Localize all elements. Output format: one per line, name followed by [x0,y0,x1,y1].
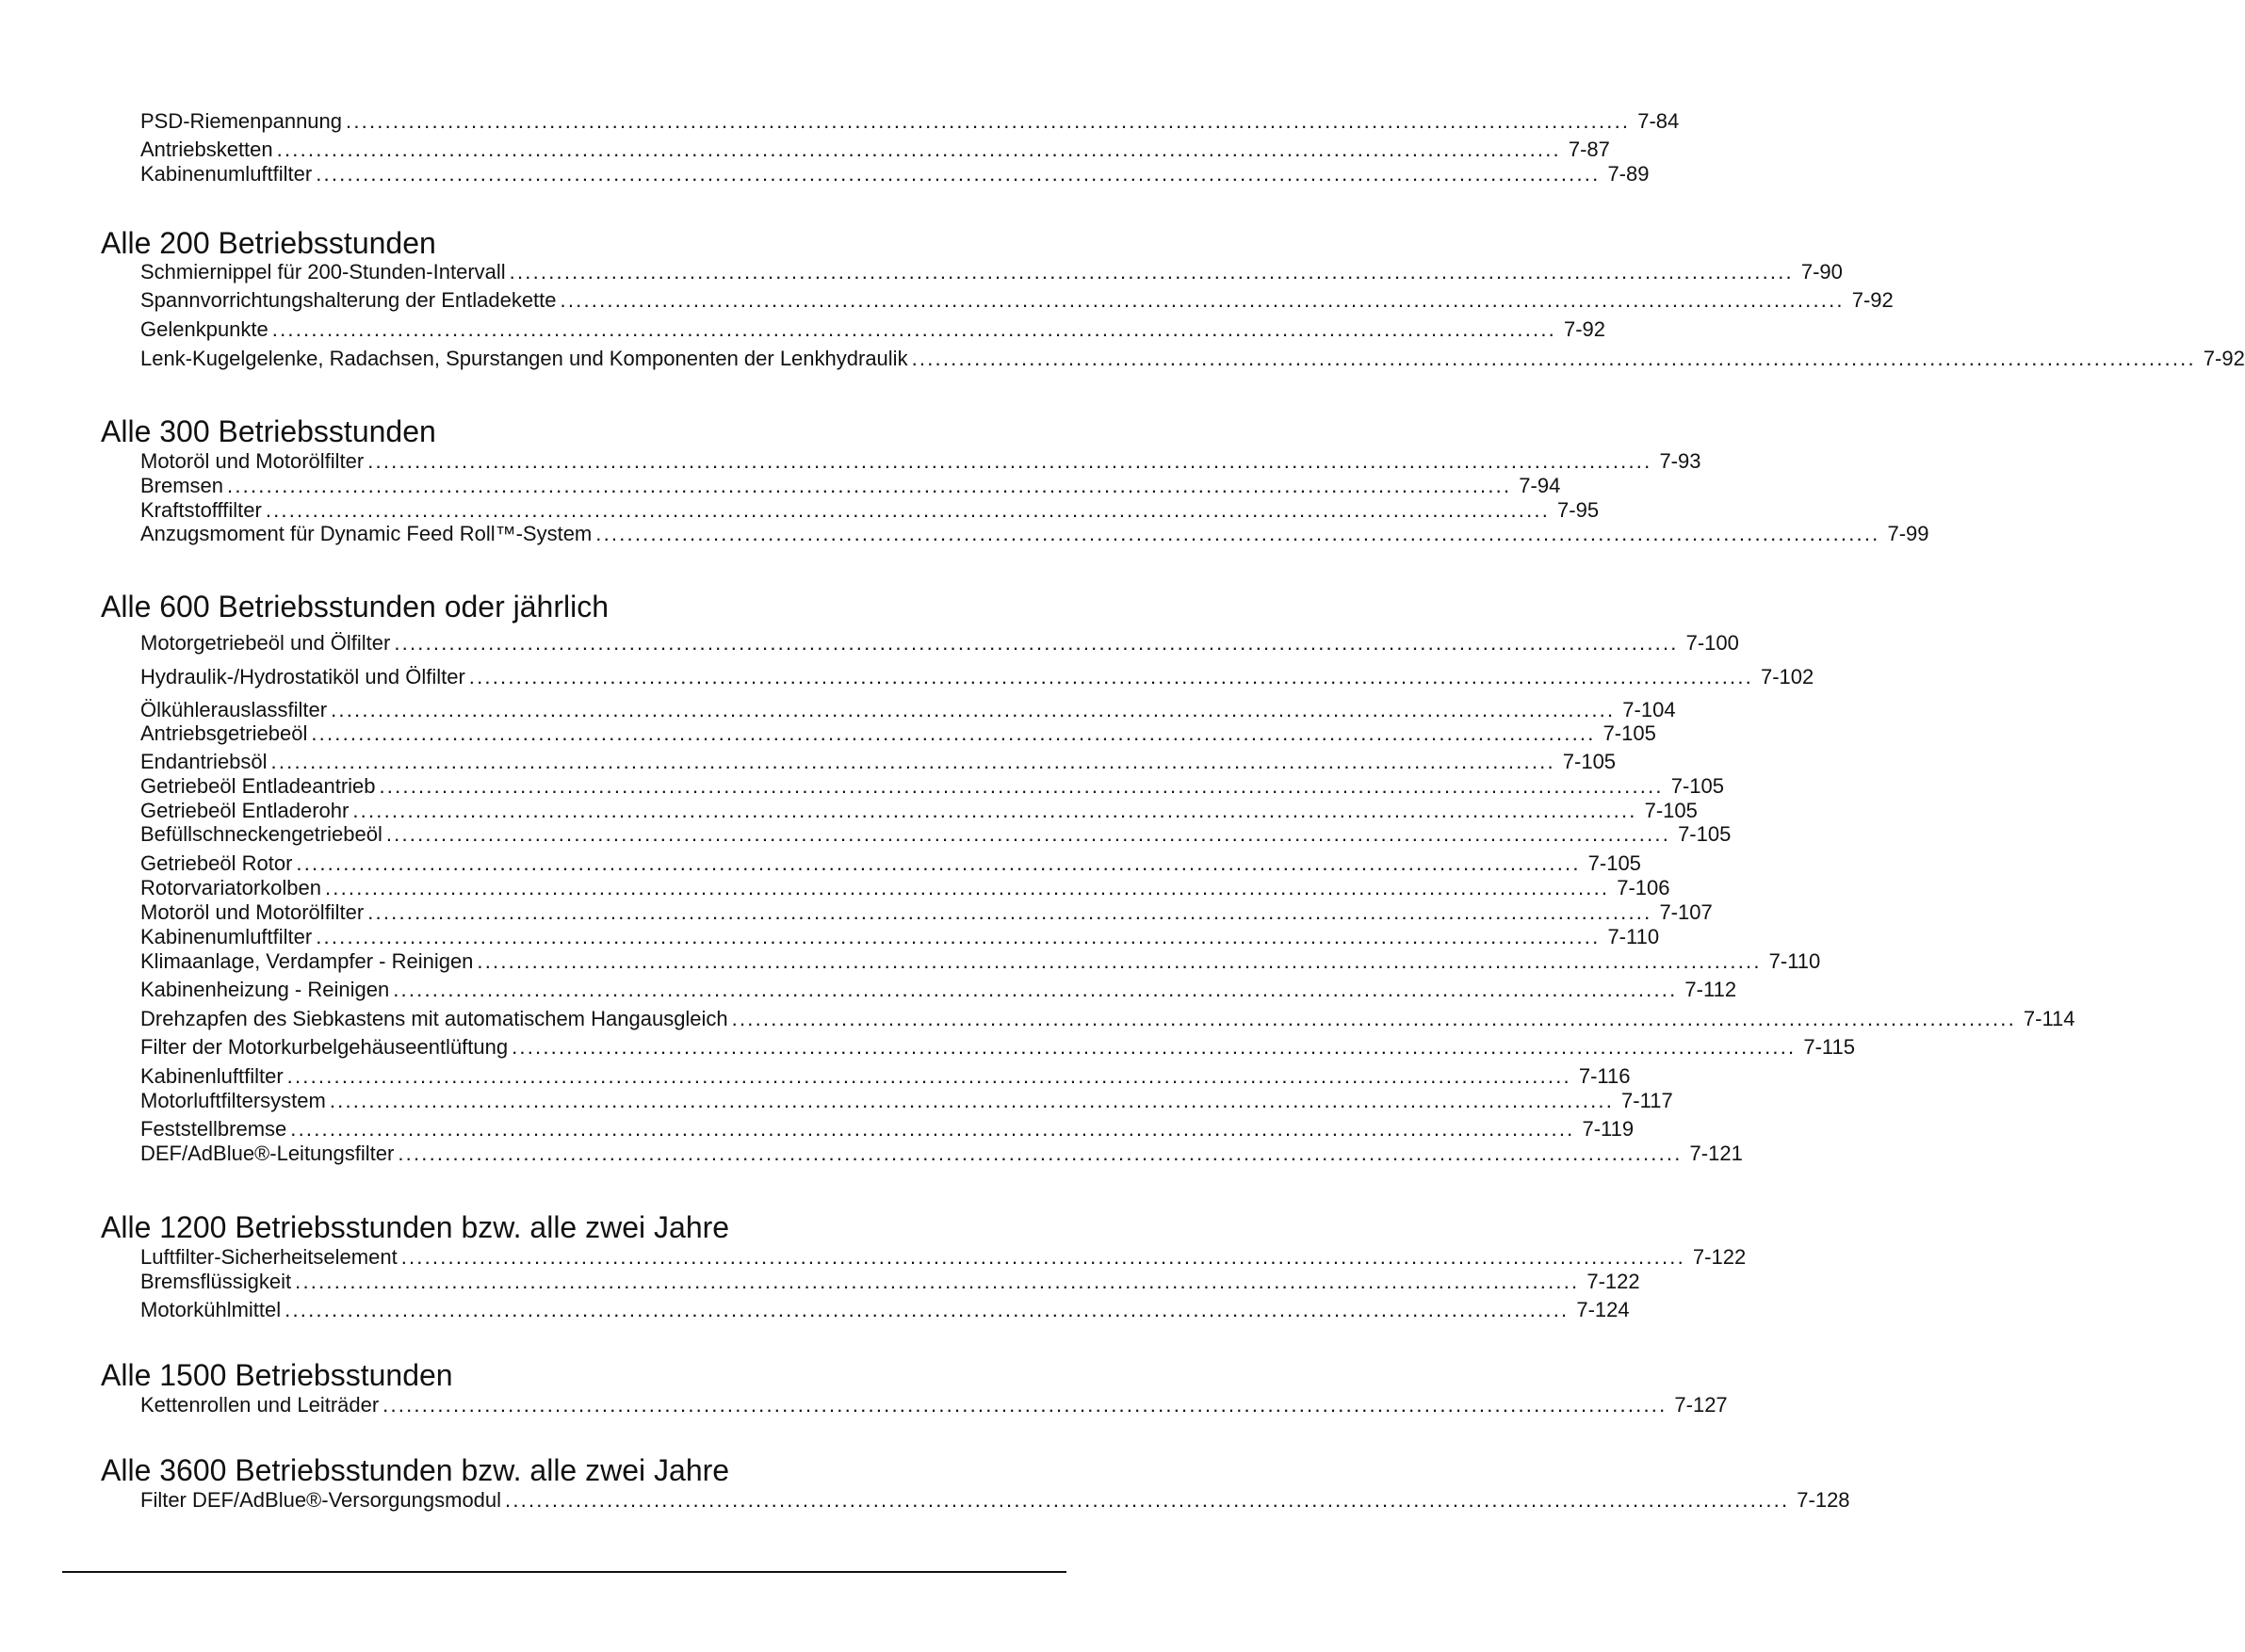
toc-entry-page: 7-121 [1689,1142,1743,1165]
dot-leader: .................................................................................................................................................................... [311,721,1596,745]
dot-leader: .................................................................................................................................................................... [379,774,1664,798]
dot-leader: .................................................................................................................................................................... [316,162,1601,186]
toc-entry[interactable] [140,665,1814,689]
dot-leader: .................................................................................................................................................................... [276,138,1561,161]
toc-entry-label: Feststellbremse [140,1117,287,1141]
toc-entry-page: 7-105 [1587,851,1641,875]
toc-entry-page: 7-114 [2023,1007,2075,1030]
toc-entry-label: Befüllschneckengetriebeöl [140,822,382,846]
toc-entry[interactable] [140,876,1670,900]
dot-leader: .................................................................................................................................................................... [296,851,1581,875]
toc-entry[interactable] [140,822,1732,847]
dot-leader: .................................................................................................................................................................... [468,665,1753,688]
toc-entry[interactable] [140,1393,1728,1417]
toc-entry[interactable] [140,698,1676,722]
toc-entry-label: Kabinenumluftfilter [140,925,313,948]
dot-leader: .................................................................................................................................................................... [509,260,1794,283]
toc-entry[interactable] [140,317,1606,342]
toc-entry-label: Kabinenluftfilter [140,1064,284,1088]
toc-entry[interactable] [140,162,1650,186]
toc-entry-page: 7-104 [1622,698,1676,721]
toc-entry-label: Schmiernippel für 200-Stunden-Intervall [140,260,506,283]
toc-entry-label: Ölkühlerauslassfilter [140,698,328,721]
toc-entry-label: Kabinenheizung - Reinigen [140,978,390,1001]
toc-entry[interactable] [140,260,1843,284]
toc-entry-label: Klimaanlage, Verdampfer - Reinigen [140,949,474,973]
toc-entry-page: 7-116 [1578,1064,1631,1088]
toc-entry[interactable] [140,1270,1640,1294]
toc-entry-page: 7-93 [1659,449,1701,473]
toc-entry-page: 7-124 [1576,1298,1630,1321]
toc-entry-page: 7-95 [1557,498,1600,522]
toc-entry-page: 7-92 [1851,288,1894,312]
dot-leader: .................................................................................................................................................................... [290,1117,1575,1141]
dot-leader: .................................................................................................................................................................... [265,498,1551,522]
dot-leader: .................................................................................................................................................................... [316,925,1601,948]
toc-entry-label: Spannvorrichtungshalterung der Entladekette [140,288,557,312]
dot-leader: .................................................................................................................................................................... [385,822,1671,846]
toc-entry-page: 7-92 [2203,347,2245,370]
toc-entry-label: Motoröl und Motorölfilter [140,449,365,473]
toc-entry-label: Gelenkpunkte [140,317,268,341]
toc-entry[interactable] [140,138,1610,162]
toc-entry[interactable] [140,851,1641,876]
dot-leader: .................................................................................................................................................................... [346,109,1631,133]
toc-entry-label: Filter DEF/AdBlue®-Versorgungsmodul [140,1488,502,1512]
toc-entry[interactable] [140,522,1929,546]
dot-leader: .................................................................................................................................................................... [512,1035,1797,1059]
toc-entry-label: Antriebsketten [140,138,273,161]
dot-leader: .................................................................................................................................................................... [560,288,1845,312]
toc-entry-page: 7-112 [1684,978,1737,1001]
toc-entry-label: Drehzapfen des Siebkastens mit automatischem Hangausgleich [140,1007,728,1030]
section-heading: Alle 600 Betriebsstunden oder jährlich [101,590,609,624]
toc-entry-page: 7-105 [1678,822,1732,846]
toc-entry[interactable] [140,474,1561,498]
toc-entry-page: 7-105 [1562,750,1617,773]
dot-leader: .................................................................................................................................................................... [285,1298,1570,1321]
toc-entry-label: Endantriebsöl [140,750,268,773]
toc-entry-label: Kabinenumluftfilter [140,162,313,186]
toc-entry-label: Getriebeöl Entladerohr [140,799,350,822]
toc-entry[interactable] [140,1089,1673,1113]
toc-entry-page: 7-106 [1617,876,1670,899]
toc-entry-label: Bremsen [140,474,224,497]
toc-entry[interactable] [140,978,1737,1002]
dot-leader: .................................................................................................................................................................... [382,1393,1667,1417]
toc-entry[interactable] [140,288,1894,313]
toc-entry[interactable] [140,750,1617,774]
section-heading: Alle 1200 Betriebsstunden bzw. alle zwei Jahre [101,1210,730,1244]
toc-entry-label: Kettenrollen und Leiträder [140,1393,380,1417]
toc-entry-page: 7-115 [1803,1035,1855,1059]
dot-leader: .................................................................................................................................................................... [505,1488,1790,1512]
toc-entry-page: 7-122 [1692,1245,1747,1269]
toc-entry-label: Antriebsgetriebeöl [140,721,308,745]
toc-entry-label: PSD-Riemenpannung [140,109,343,133]
dot-leader: .................................................................................................................................................................... [595,522,1880,545]
dot-leader: .................................................................................................................................................................... [367,900,1652,924]
dot-leader: .................................................................................................................................................................... [394,631,1679,655]
dot-leader: .................................................................................................................................................................... [400,1245,1685,1269]
toc-entry-label: Getriebeöl Entladeantrieb [140,774,376,798]
section-heading: Alle 1500 Betriebsstunden [101,1358,453,1392]
toc-entry[interactable] [140,1488,1850,1513]
toc-entry[interactable] [140,631,1739,656]
section-heading: Alle 300 Betriebsstunden [101,414,436,448]
toc-entry[interactable] [140,1142,1743,1166]
toc-entry-page: 7-94 [1519,474,1561,497]
toc-entry-page: 7-119 [1582,1117,1635,1141]
toc-entry-page: 7-110 [1607,925,1660,948]
toc-entry-page: 7-117 [1621,1089,1673,1112]
toc-entry-label: DEF/AdBlue®-Leitungsfilter [140,1142,395,1165]
dot-leader: .................................................................................................................................................................... [270,750,1555,773]
dot-leader: .................................................................................................................................................................... [227,474,1512,497]
toc-entry[interactable] [140,1035,1855,1060]
toc-entry-page: 7-110 [1768,949,1821,973]
toc-entry-label: Luftfilter-Sicherheitselement [140,1245,398,1269]
toc-entry-page: 7-89 [1607,162,1650,186]
toc-entry-page: 7-102 [1761,665,1814,688]
toc-entry-page: 7-90 [1800,260,1843,283]
toc-entry[interactable] [140,1298,1630,1322]
toc-entry[interactable] [140,498,1600,523]
toc-entry[interactable] [140,774,1724,799]
toc-entry-label: Motoröl und Motorölfilter [140,900,365,924]
toc-entry-page: 7-107 [1659,900,1713,924]
toc-entry-page: 7-122 [1586,1270,1640,1293]
toc-entry-label: Motorkühlmittel [140,1298,282,1321]
toc-entry[interactable] [140,949,1821,974]
dot-leader: .................................................................................................................................................................... [477,949,1762,973]
toc-entry-page: 7-105 [1670,774,1724,798]
toc-entry-label: Lenk-Kugelgelenke, Radachsen, Spurstangen und Komponenten der Lenkhydraulik [140,347,908,370]
dot-leader: .................................................................................................................................................................... [331,698,1616,721]
toc-entry[interactable] [140,347,2245,371]
toc-entry-label: Anzugsmoment für Dynamic Feed Roll™-System [140,522,593,545]
dot-leader: .................................................................................................................................................................... [393,978,1678,1001]
toc-entry[interactable] [140,721,1656,746]
toc-entry-page: 7-128 [1797,1488,1850,1512]
dot-leader: .................................................................................................................................................................... [352,799,1637,822]
toc-entry[interactable] [140,1064,1631,1089]
dot-leader: .................................................................................................................................................................... [271,317,1556,341]
toc-entry-page: 7-87 [1568,138,1610,161]
toc-entry-label: Kraftstofffilter [140,498,262,522]
section-heading: Alle 3600 Betriebsstunden bzw. alle zwei Jahre [101,1453,730,1487]
toc-entry[interactable] [140,1117,1635,1142]
toc-entry-page: 7-127 [1674,1393,1728,1417]
dot-leader: .................................................................................................................................................................... [295,1270,1580,1293]
toc-entry-page: 7-99 [1887,522,1929,545]
dot-leader: .................................................................................................................................................................... [398,1142,1683,1165]
toc-entry-page: 7-84 [1637,109,1680,133]
toc-entry-label: Rotorvariatorkolben [140,876,321,899]
dot-leader: .................................................................................................................................................................... [367,449,1652,473]
toc-entry[interactable] [140,1245,1747,1270]
dot-leader: .................................................................................................................................................................... [911,347,2196,370]
toc-entry-page: 7-92 [1563,317,1606,341]
dot-leader: .................................................................................................................................................................... [286,1064,1571,1088]
toc-entry[interactable] [140,449,1701,474]
toc-entry[interactable] [140,925,1660,949]
toc-entry-label: Filter der Motorkurbelgehäuseentlüftung [140,1035,509,1059]
toc-entry-label: Hydraulik-/Hydrostatiköl und Ölfilter [140,665,465,688]
dot-leader: .................................................................................................................................................................... [731,1007,2016,1030]
toc-entry-label: Getriebeöl Rotor [140,851,293,875]
toc-entry[interactable] [140,799,1698,823]
dot-leader: .................................................................................................................................................................... [324,876,1610,899]
toc-entry-label: Motorluftfiltersystem [140,1089,326,1112]
footer-rule [62,1571,1066,1573]
dot-leader: .................................................................................................................................................................... [329,1089,1615,1112]
toc-entry-label: Bremsflüssigkeit [140,1270,292,1293]
toc-entry[interactable] [140,1007,2075,1031]
toc-entry-page: 7-105 [1602,721,1656,745]
toc-entry-label: Motorgetriebeöl und Ölfilter [140,631,391,655]
toc-entry-page: 7-100 [1685,631,1739,655]
toc-entry-page: 7-105 [1644,799,1698,822]
toc-entry[interactable] [140,900,1713,925]
toc-entry[interactable] [140,109,1680,134]
section-heading: Alle 200 Betriebsstunden [101,226,436,260]
